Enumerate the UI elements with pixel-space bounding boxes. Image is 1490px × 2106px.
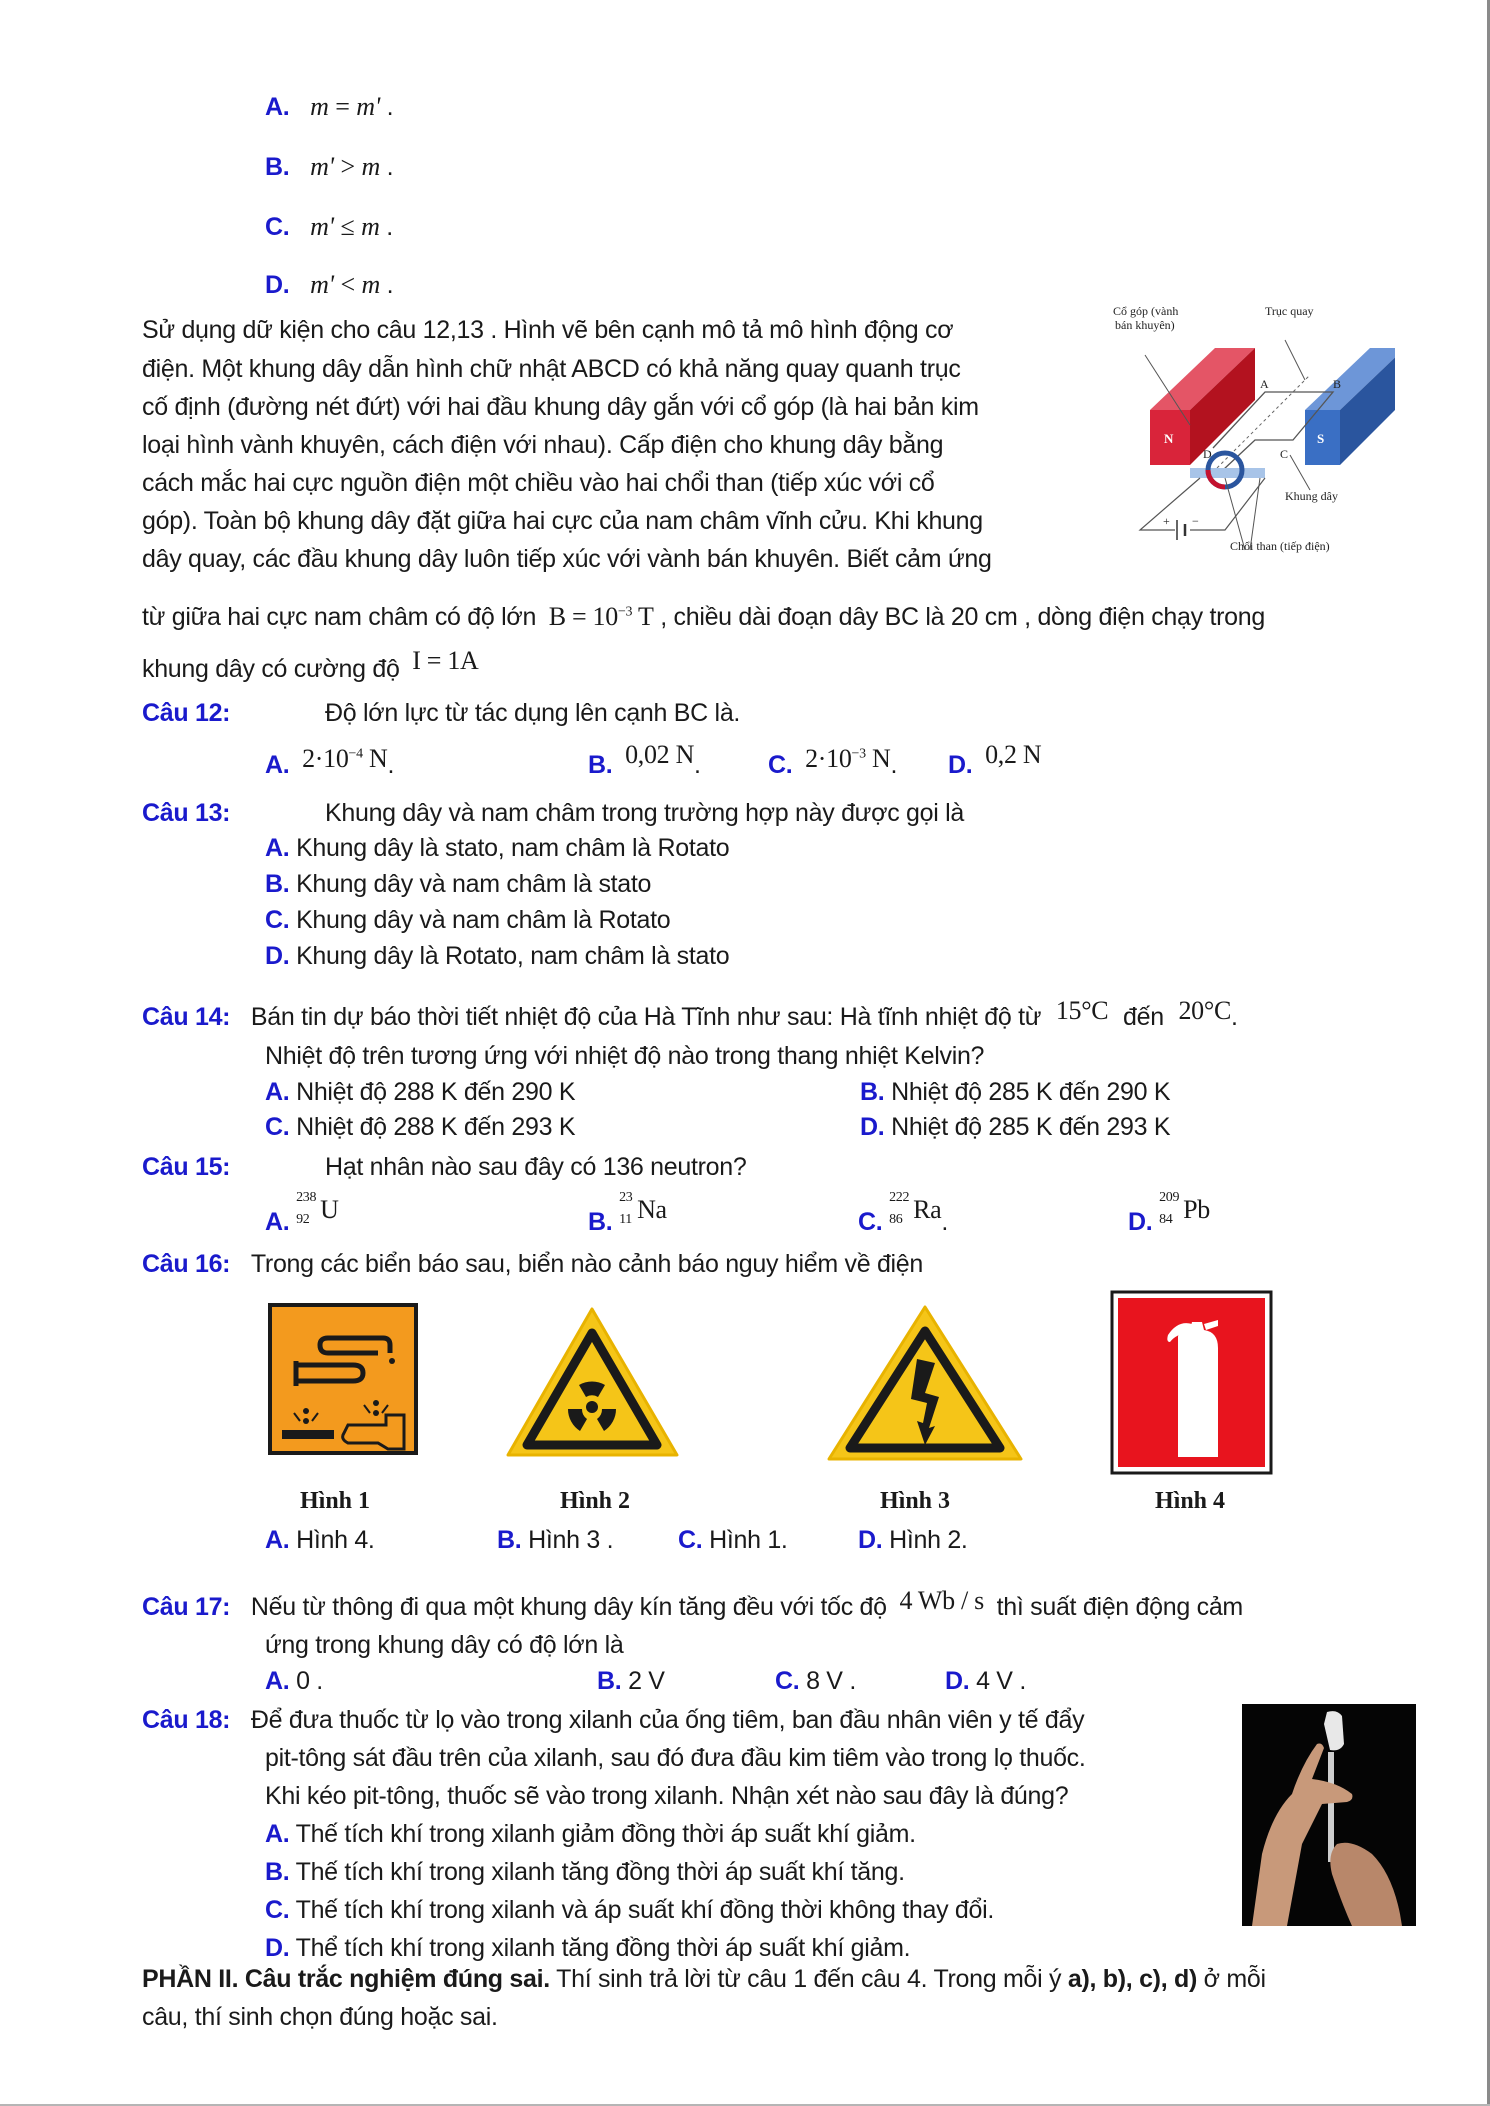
- circuit-wire: [1140, 478, 1200, 530]
- q12-option-a[interactable]: [265, 744, 395, 782]
- q15-option-c[interactable]: [858, 1190, 949, 1239]
- option-label: A.: [265, 1078, 290, 1106]
- option-label: A.: [265, 751, 290, 779]
- q18-option-a[interactable]: [265, 1817, 916, 1851]
- question-label: Câu 17:: [142, 1593, 231, 1621]
- value-unit: N: [865, 744, 891, 773]
- question-label: Câu 18:: [142, 1706, 231, 1734]
- option-label: B.: [265, 153, 290, 181]
- question-text: Độ lớn lực từ tác dụng lên cạnh BC là.: [325, 699, 741, 727]
- label-axis: Trục quay: [1265, 304, 1314, 318]
- option-value: 0,2 N: [985, 740, 1042, 769]
- q16-stem: [142, 1247, 923, 1281]
- q14-option-b[interactable]: [860, 1075, 1170, 1109]
- formula-exponent: −3: [617, 604, 633, 620]
- option-text: Hình 4.: [296, 1526, 375, 1554]
- option-text: Nhiệt độ 288 K đến 293 K: [296, 1113, 576, 1141]
- q17-option-b[interactable]: [597, 1664, 665, 1698]
- option-text: 2 V: [628, 1667, 665, 1695]
- punct: .: [890, 751, 898, 779]
- option-label: C.: [768, 751, 793, 779]
- math-term: m: [361, 212, 380, 241]
- motor-diagram: [1105, 300, 1395, 560]
- mass-number: 23: [619, 1190, 633, 1205]
- q12-option-b[interactable]: [588, 740, 701, 782]
- question-label: Câu 16:: [142, 1250, 231, 1278]
- option-text: Khung dây là stato, nam châm là Rotato: [296, 834, 730, 862]
- option-label: C.: [678, 1526, 703, 1554]
- element-symbol: U: [320, 1195, 339, 1224]
- temperature-value: 20°C: [1178, 996, 1232, 1025]
- corrosive-sign-icon: [268, 1303, 418, 1455]
- q14-option-c[interactable]: [265, 1110, 575, 1144]
- math-operator: <: [340, 270, 355, 299]
- figure-caption: Hình 1: [300, 1488, 371, 1514]
- figure-caption: Hình 3: [880, 1488, 951, 1514]
- option-label: B.: [588, 751, 613, 779]
- current-formula: I = 1A: [412, 646, 479, 675]
- q13-option-d[interactable]: [265, 939, 729, 973]
- option-text: Nhiệt độ 285 K đến 293 K: [891, 1113, 1171, 1141]
- radiation-sign-icon: [505, 1305, 680, 1460]
- option-label: D.: [945, 1667, 970, 1695]
- context-line: dây quay, các đầu khung dây luôn tiếp xúc với vành bán khuyên. Biết cảm ứng: [142, 545, 992, 573]
- value-exponent: −4: [348, 746, 363, 762]
- option-label: B.: [265, 870, 290, 898]
- option-text: Hình 3 .: [528, 1526, 614, 1554]
- q15-option-a[interactable]: [265, 1190, 339, 1239]
- atomic-number: 84: [1159, 1212, 1173, 1227]
- atomic-number: 92: [296, 1212, 310, 1227]
- figure-caption: Hình 4: [1155, 1488, 1226, 1514]
- option-text: Khung dây và nam châm là stato: [296, 870, 652, 898]
- syringe-barrel: [1328, 1752, 1334, 1862]
- option-text: Thế tích khí trong xilanh giảm đồng thời áp suất khí giảm.: [295, 1820, 916, 1848]
- option-label: A.: [265, 1667, 290, 1695]
- context-line-formula: [142, 600, 1265, 634]
- option-text: Nhiệt độ 288 K đến 290 K: [296, 1078, 576, 1106]
- option-label: B.: [497, 1526, 522, 1554]
- option-text: 0 .: [296, 1667, 323, 1695]
- option-label: D.: [1128, 1208, 1153, 1236]
- math-term: m': [310, 270, 334, 299]
- label-point: C: [1280, 447, 1289, 461]
- option-label: D.: [265, 1934, 290, 1962]
- option-label: D.: [860, 1113, 885, 1141]
- option-label: D.: [265, 271, 290, 299]
- q17-option-c[interactable]: [775, 1664, 856, 1698]
- option-value: [805, 744, 890, 773]
- punct: .: [386, 271, 394, 299]
- option-label: C.: [775, 1667, 800, 1695]
- brush-plate: [1190, 468, 1265, 478]
- context-line: Sử dụng dữ kiện cho câu 12,13 . Hình vẽ bên cạnh mô tả mô hình động cơ: [142, 316, 954, 344]
- question-label: Câu 15:: [142, 1153, 231, 1181]
- option-label: C.: [265, 213, 290, 241]
- label-south: S: [1317, 431, 1325, 446]
- high-voltage-sign-icon: [825, 1303, 1025, 1463]
- punct: .: [386, 153, 394, 181]
- section-text: Thí sinh trả lời từ câu 1 đến câu 4. Trong mỗi ý: [549, 1965, 1068, 1993]
- q13-option-c[interactable]: [265, 903, 670, 937]
- question-text: Để đưa thuốc từ lọ vào trong xilanh của ống tiêm, ban đầu nhân viên y tế đẩy: [250, 1706, 1085, 1734]
- option-label: D.: [265, 942, 290, 970]
- option-value: 0,02 N: [625, 740, 695, 769]
- context-line-formula: [142, 646, 479, 686]
- q16-option-a[interactable]: [265, 1523, 375, 1557]
- value-base: 2·10: [302, 744, 349, 773]
- section-text: ở mỗi: [1197, 1965, 1266, 1993]
- label-plus: +: [1163, 514, 1170, 528]
- part2-heading: [142, 1962, 1266, 1996]
- punct: .: [941, 1208, 949, 1236]
- q18-stem: [142, 1703, 1084, 1737]
- option-label: B.: [588, 1208, 613, 1236]
- math-term: m': [310, 152, 334, 181]
- value-base: 2·10: [805, 744, 852, 773]
- option-text: Hình 2.: [889, 1526, 968, 1554]
- punct: .: [694, 751, 701, 779]
- label-point: D: [1203, 447, 1212, 461]
- punct: .: [386, 93, 394, 121]
- nuclide: [296, 1190, 339, 1227]
- option-label: C.: [858, 1208, 883, 1236]
- flux-rate-formula: 4 Wb / s: [899, 1586, 984, 1615]
- q14-option-a[interactable]: [265, 1075, 575, 1109]
- option-text: Thể tích khí trong xilanh tăng đồng thời áp suất khí giảm.: [295, 1934, 911, 1962]
- option-label: A.: [265, 834, 290, 862]
- section-items: a), b), c), d): [1067, 1965, 1197, 1993]
- option-text: Thế tích khí trong xilanh và áp suất khí đồng thời không thay đổi.: [295, 1896, 995, 1924]
- question-text: Nếu từ thông đi qua một khung dây kín tăng đều với tốc độ: [250, 1593, 887, 1621]
- q11-option-a[interactable]: [265, 90, 393, 124]
- formula-unit: T: [632, 602, 654, 631]
- question-text: đến: [1123, 1003, 1164, 1031]
- question-label: Câu 13:: [142, 799, 231, 827]
- option-label: A.: [265, 93, 290, 121]
- option-label: B.: [265, 1858, 290, 1886]
- math-operator: >: [340, 152, 355, 181]
- motor-diagram-svg: [1105, 300, 1395, 560]
- option-value: [302, 744, 387, 773]
- nuclide: [619, 1190, 667, 1227]
- q17-option-a[interactable]: [265, 1664, 323, 1698]
- nuclide: [889, 1190, 942, 1227]
- option-label: D.: [858, 1526, 883, 1554]
- context-line: cố định (đường nét đứt) với hai đầu khung dây gắn với cổ góp (là hai bản kim: [142, 393, 979, 421]
- question-text: ứng trong khung dây có độ lớn là: [265, 1631, 624, 1659]
- q18-option-b[interactable]: [265, 1855, 905, 1889]
- figure-caption: Hình 2: [560, 1488, 631, 1514]
- atomic-number: 11: [619, 1212, 632, 1227]
- question-text: Trong các biển báo sau, biển nào cảnh báo nguy hiểm về điện: [250, 1250, 924, 1278]
- math-term: m: [361, 152, 380, 181]
- question-text: Khung dây và nam châm trong trường hợp này được gọi là: [325, 799, 965, 827]
- q16-option-d[interactable]: [858, 1523, 968, 1557]
- q15-option-d[interactable]: [1128, 1190, 1210, 1239]
- option-label: A.: [265, 1820, 290, 1848]
- value-unit: N: [362, 744, 388, 773]
- label-commutator: bán khuyên): [1115, 318, 1175, 332]
- label-brush: Chổi than (tiếp điện): [1230, 539, 1330, 553]
- option-label: B.: [860, 1078, 885, 1106]
- q18-option-c[interactable]: [265, 1893, 994, 1927]
- math-operator: ≤: [340, 212, 355, 241]
- label-point: B: [1333, 377, 1342, 391]
- question-label: Câu 12:: [142, 699, 231, 727]
- element-symbol: Na: [637, 1195, 667, 1224]
- label-north: N: [1164, 431, 1174, 446]
- context-line: cách mắc hai cực nguồn điện một chiều vào hai chổi than (tiếp xúc với cổ: [142, 469, 935, 497]
- q17-stem: [142, 1586, 1243, 1624]
- mass-number: 222: [889, 1190, 910, 1205]
- context-line: góp). Toàn bộ khung dây đặt giữa hai cực của nam châm vĩnh cửu. Khi khung: [142, 507, 983, 535]
- question-text: Hạt nhân nào sau đây có 136 neutron?: [325, 1153, 747, 1181]
- q14-option-d[interactable]: [860, 1110, 1170, 1144]
- atomic-number: 86: [889, 1212, 903, 1227]
- option-label: B.: [597, 1667, 622, 1695]
- mass-number: 238: [296, 1190, 317, 1205]
- temperature-value: 15°C: [1055, 996, 1109, 1025]
- q13-option-a[interactable]: [265, 831, 729, 865]
- label-point: A: [1260, 377, 1269, 391]
- q17-option-d[interactable]: [945, 1664, 1026, 1698]
- option-text: Thế tích khí trong xilanh tăng đồng thời áp suất khí tăng.: [295, 1858, 905, 1886]
- label-commutator: Cổ góp (vành: [1113, 304, 1179, 318]
- q18-option-d[interactable]: [265, 1931, 910, 1965]
- q12-option-c[interactable]: [768, 744, 898, 782]
- magnetic-field-formula: [549, 602, 654, 631]
- option-label: A.: [265, 1526, 290, 1554]
- q16-option-b[interactable]: [497, 1523, 613, 1557]
- option-text: 4 V .: [976, 1667, 1026, 1695]
- math-term: m': [356, 92, 380, 121]
- option-label: C.: [265, 906, 290, 934]
- option-text: 8 V .: [806, 1667, 856, 1695]
- element-symbol: Ra: [913, 1195, 942, 1224]
- q11-option-d[interactable]: [265, 268, 393, 302]
- context-text: , chiều dài đoạn dây BC là 20 cm , dòng điện chạy trong: [660, 603, 1265, 631]
- math-term: m': [310, 212, 334, 241]
- math-term: m: [310, 92, 329, 121]
- q11-option-b[interactable]: [265, 150, 393, 184]
- section-title: PHẦN II. Câu trắc nghiệm đúng sai.: [142, 1965, 550, 1993]
- option-label: A.: [265, 1208, 290, 1236]
- nuclide: [1159, 1190, 1210, 1227]
- q14-stem: [142, 996, 1238, 1034]
- value-exponent: −3: [851, 746, 866, 762]
- option-text: Khung dây là Rotato, nam châm là stato: [296, 942, 730, 970]
- punct: .: [387, 751, 395, 779]
- syringe-photo: [1242, 1704, 1416, 1926]
- element-symbol: Pb: [1183, 1195, 1210, 1224]
- q11-option-c[interactable]: [265, 210, 393, 244]
- option-text: Nhiệt độ 285 K đến 290 K: [891, 1078, 1171, 1106]
- q13-option-b[interactable]: [265, 867, 651, 901]
- label-coil: Khung dây: [1285, 489, 1338, 503]
- fire-extinguisher-sign-icon: [1110, 1290, 1273, 1475]
- punct: .: [386, 213, 393, 241]
- question-text: thì suất điện động cảm: [996, 1593, 1243, 1621]
- label-minus: −: [1192, 514, 1199, 528]
- option-label: C.: [265, 1113, 290, 1141]
- question-text: pit-tông sát đầu trên của xilanh, sau đó đưa đầu kim tiêm vào trong lọ thuốc.: [265, 1744, 1086, 1772]
- question-label: Câu 14:: [142, 1003, 231, 1031]
- q15-option-b[interactable]: [588, 1190, 667, 1239]
- context-line: loại hình vành khuyên, cách điện với nhau). Cấp điện cho khung dây bằng: [142, 431, 944, 459]
- context-line: điện. Một khung dây dẫn hình chữ nhật ABCD có khả năng quay quanh trục: [142, 355, 961, 383]
- mass-number: 209: [1159, 1190, 1180, 1205]
- math-operator: =: [335, 92, 350, 121]
- context-text: từ giữa hai cực nam châm có độ lớn: [142, 603, 537, 631]
- section-text: câu, thí sinh chọn đúng hoặc sai.: [142, 2003, 498, 2031]
- context-text: khung dây có cường độ: [142, 655, 400, 683]
- option-text: Khung dây và nam châm là Rotato: [296, 906, 671, 934]
- math-term: m: [361, 270, 380, 299]
- axis-pointer: [1285, 340, 1305, 380]
- question-text: Nhiệt độ trên tương ứng với nhiệt độ nào trong thang nhiệt Kelvin?: [265, 1042, 985, 1070]
- q16-option-c[interactable]: [678, 1523, 788, 1557]
- option-text: Hình 1.: [709, 1526, 788, 1554]
- question-text: Bán tin dự báo thời tiết nhiệt độ của Hà Tĩnh như sau: Hà tĩnh nhiệt độ từ: [250, 1003, 1042, 1031]
- q12-option-d[interactable]: [948, 740, 1042, 782]
- option-label: D.: [948, 751, 973, 779]
- option-label: C.: [265, 1896, 290, 1924]
- question-text: Khi kéo pit-tông, thuốc sẽ vào trong xilanh. Nhận xét nào sau đây là đúng?: [265, 1782, 1069, 1810]
- punct: .: [1231, 1003, 1238, 1031]
- formula-base: B = 10: [548, 602, 618, 631]
